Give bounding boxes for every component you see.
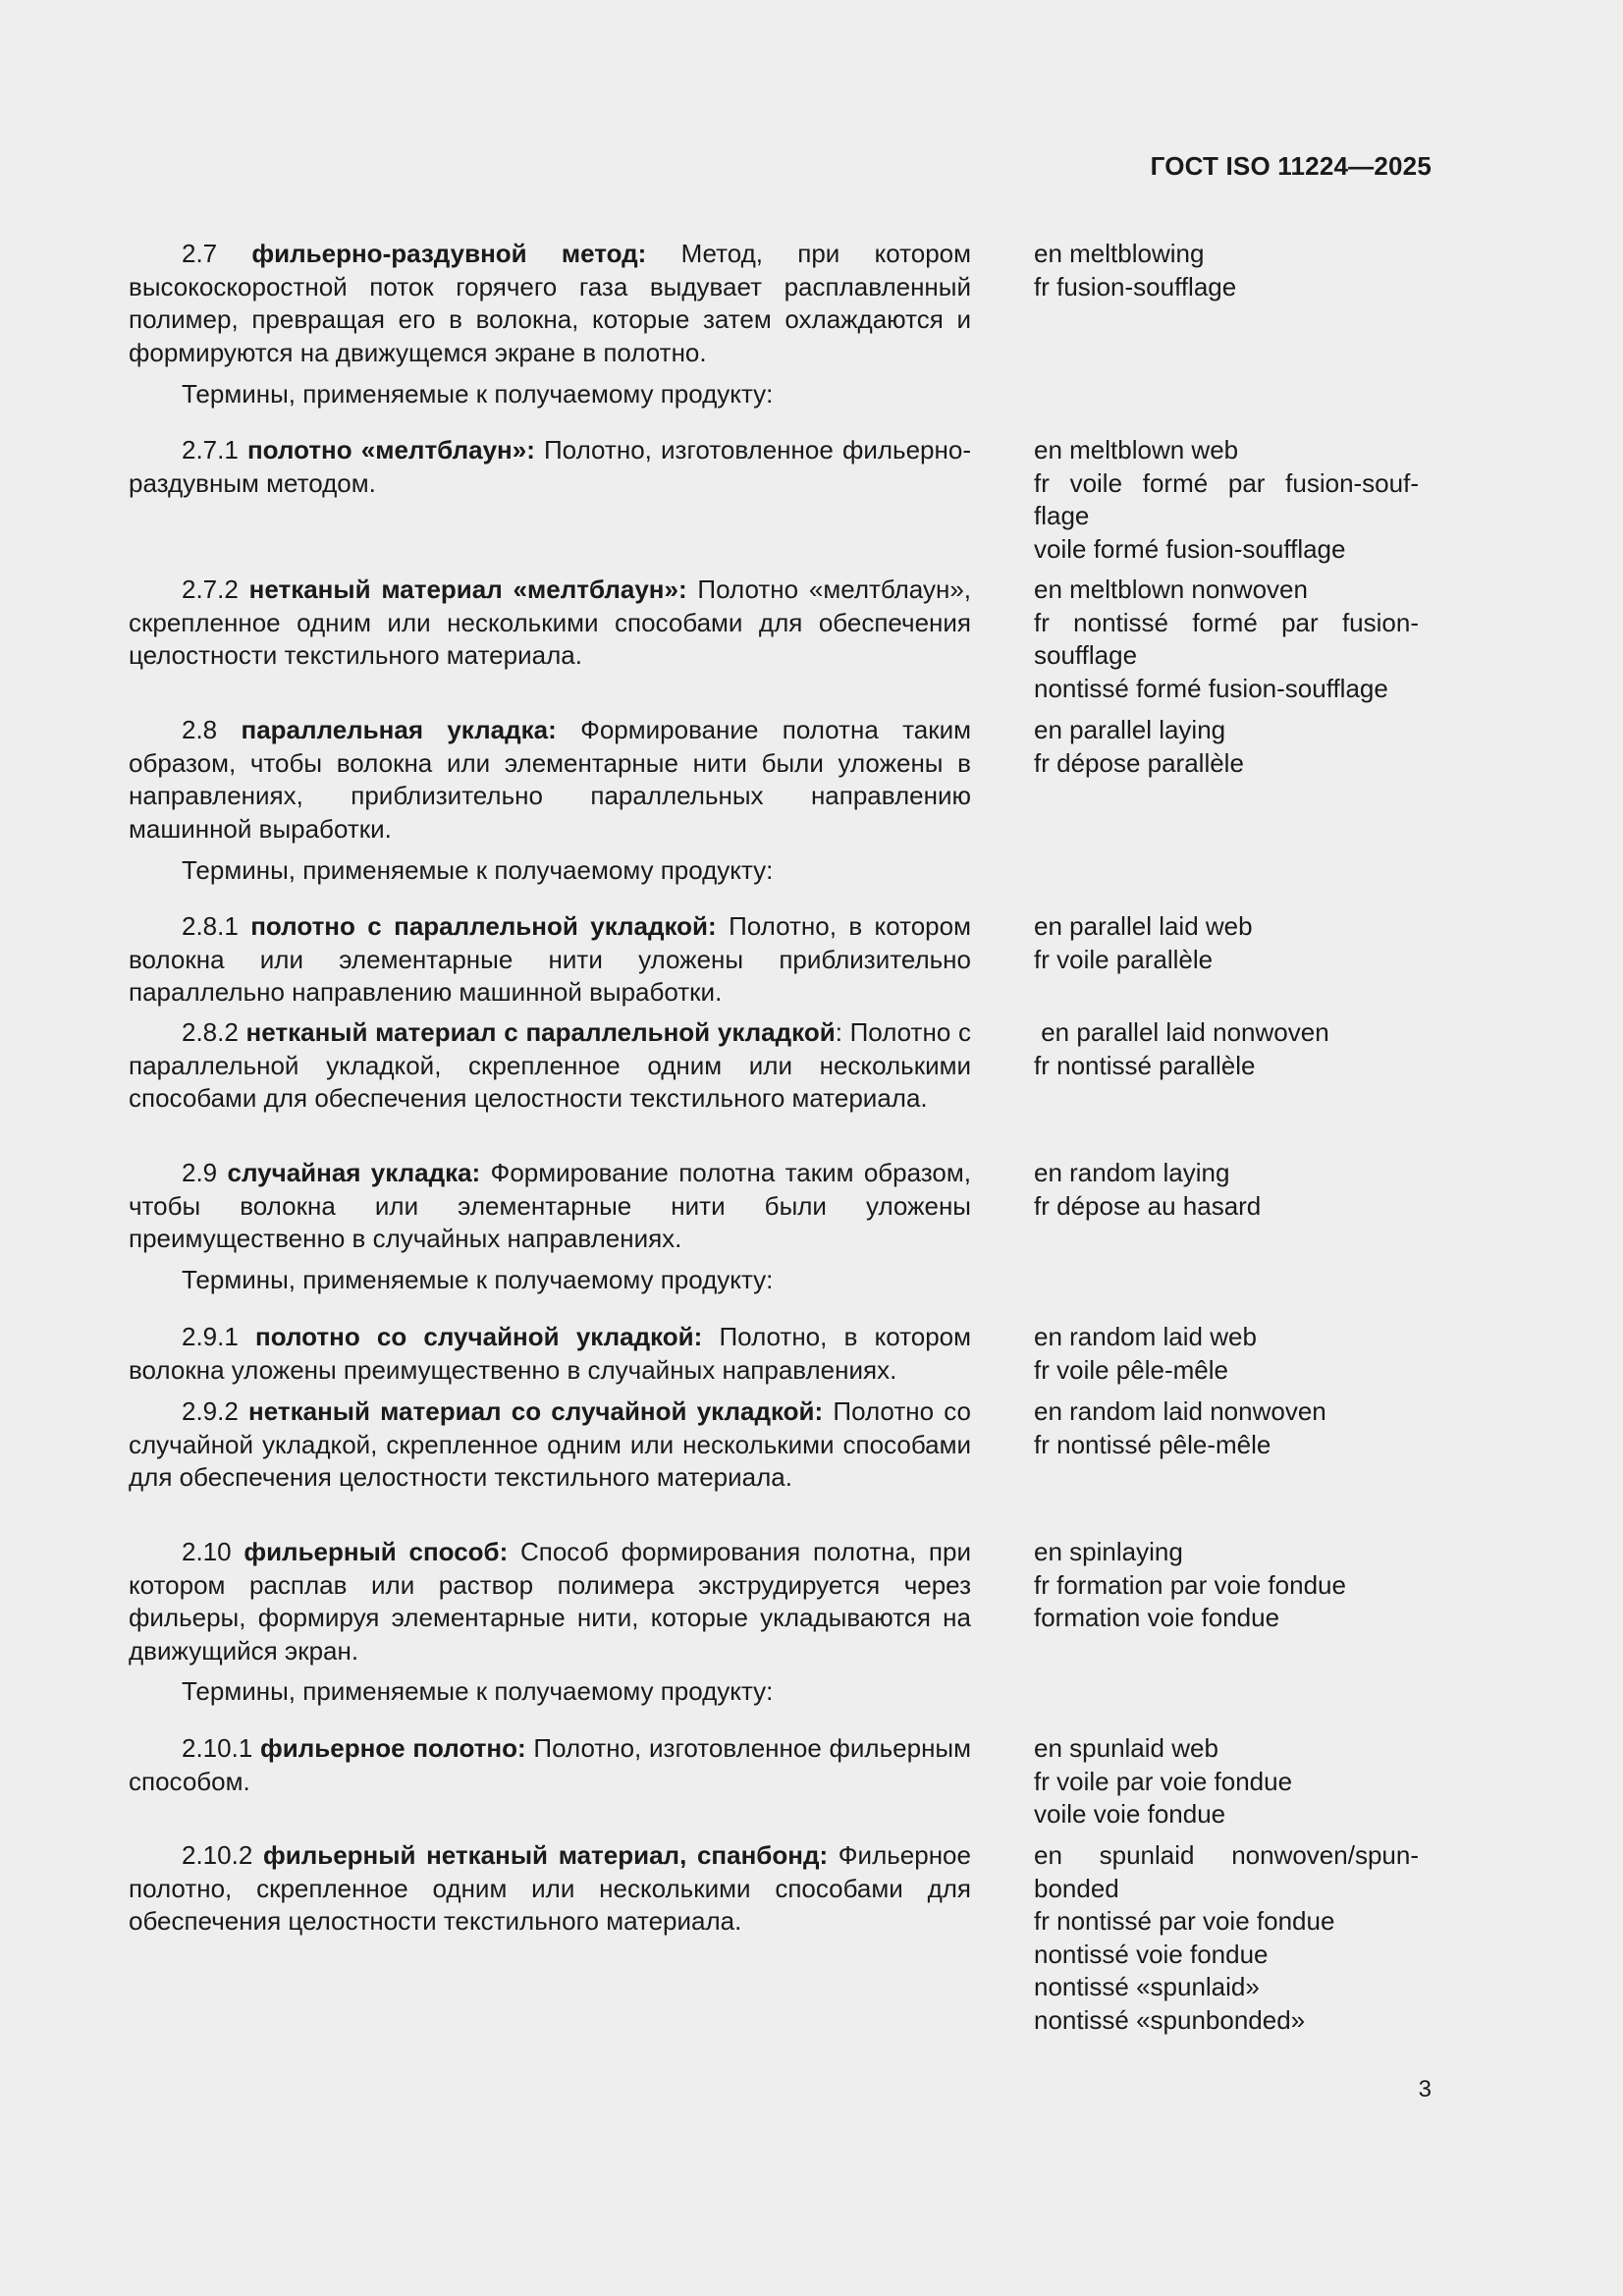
term-2-8-2-equivalents: en parallel laid nonwoven fr nontissé parallèle xyxy=(1034,1017,1329,1080)
term-2-9-definition: 2.9 случайная укладка: Формирование полотна таким образом, чтобы волокна или элементарные нити были уложены преимущественно в случайных направлениях. xyxy=(129,1158,971,1253)
term-2-7-equivalents: en meltblowing fr fusion-soufflage xyxy=(1034,239,1237,301)
term-2-8-2-definition: 2.8.2 нетканый материал с параллельной укладкой: Полотно с параллельной укладкой, скрепленное одним или несколькими способами для обеспечения целостности текстильного материала. xyxy=(129,1017,971,1113)
term-2-8-1-definition: 2.8.1 полотно с параллельной укладкой: Полотно, в котором волокна или элементарные нити уложены приблизительно параллельно направлению машинной выработки. xyxy=(129,911,971,1007)
term-2-9-1-definition: 2.9.1 полотно со случайной укладкой: Полотно, в котором волокна уложены преимущественно в случайных направлениях. xyxy=(129,1322,971,1385)
term-2-7-definition: 2.7 фильерно-раздувной метод: Метод, при котором высокоскоростной поток горячего газа выдувает расплавленный полимер, превращая его в волокна, которые затем охлаждаются и формируются на движущемся экране в полотно. xyxy=(129,239,971,367)
term-2-10-1-equivalents: en spunlaid web fr voile par voie fondue voile voie fondue xyxy=(1034,1733,1293,1829)
page-number: 3 xyxy=(1418,2076,1432,2103)
term-title: фильерно-раздувной метод: xyxy=(251,239,647,268)
term-2-9-2-equivalents: en random laid nonwoven fr nontissé pêle-mêle xyxy=(1034,1396,1326,1459)
term-2-8-definition: 2.8 параллельная укладка: Формирование полотна таким образом, чтобы волокна или элементарные нити были уложены в направлениях, приблизительно параллельных направлению машинной выработки. xyxy=(129,715,971,844)
term-2-10-2-equivalents: en spunlaid nonwoven/spun- bonded fr nontissé par voie fondue nontissé voie fondue nontissé «spunlaid» nontissé «spunbonded» xyxy=(1034,1840,1419,2035)
term-2-9-2-definition: 2.9.2 нетканый материал со случайной укладкой: Полотно со случайной укладкой, скрепленное одним или несколькими способами для обеспечения целостности текстильного материала. xyxy=(129,1396,972,1492)
term-2-7-2-equivalents: en meltblown nonwoven fr nontissé formé par fusion- soufflage nontissé formé fusion-soufflage xyxy=(1034,574,1419,703)
term-2-9-equivalents: en random laying fr dépose au hasard xyxy=(1034,1158,1262,1221)
terms-note: Термины, применяемые к получаемому продукту: xyxy=(182,379,774,409)
term-2-10-2-definition: 2.10.2 фильерный нетканый материал, спанбонд: Фильерное полотно, скрепленное одним или несколькими способами для обеспечения целостности текстильного материала. xyxy=(129,1840,971,1936)
term-2-8-1-equivalents: en parallel laid web fr voile parallèle xyxy=(1034,911,1253,974)
terms-note: Термины, применяемые к получаемому продукту: xyxy=(182,855,774,885)
term-2-7-1-equivalents: en meltblown web fr voile formé par fusion-souf- flage voile formé fusion-soufflage xyxy=(1034,435,1419,564)
document-header: ГОСТ ISO 11224—2025 xyxy=(1150,151,1432,181)
terms-note: Термины, применяемые к получаемому продукту: xyxy=(182,1265,774,1294)
term-2-10-1-definition: 2.10.1 фильерное полотно: Полотно, изготовленное фильерным способом. xyxy=(129,1733,971,1796)
term-2-7-2-definition: 2.7.2 нетканый материал «мелтблаун»: Полотно «мелтблаун», скрепленное одним или несколькими способами для обеспечения целостности текстильного материала. xyxy=(129,574,971,670)
term-2-7-1-definition: 2.7.1 полотно «мелтблаун»: Полотно, изготовленное фильерно-раздувным методом. xyxy=(129,435,971,498)
terms-note: Термины, применяемые к получаемому продукту: xyxy=(182,1676,774,1706)
term-2-8-equivalents: en parallel laying fr dépose parallèle xyxy=(1034,715,1244,778)
term-2-10-equivalents: en spinlaying fr formation par voie fondue formation voie fondue xyxy=(1034,1537,1346,1632)
term-2-9-1-equivalents: en random laid web fr voile pêle-mêle xyxy=(1034,1322,1257,1385)
term-2-10-definition: 2.10 фильерный способ: Способ формирования полотна, при котором расплав или раствор полимера экструдируется через фильеры, формируя элементарные нити, которые укладываются на движущийся экран. xyxy=(129,1537,971,1666)
